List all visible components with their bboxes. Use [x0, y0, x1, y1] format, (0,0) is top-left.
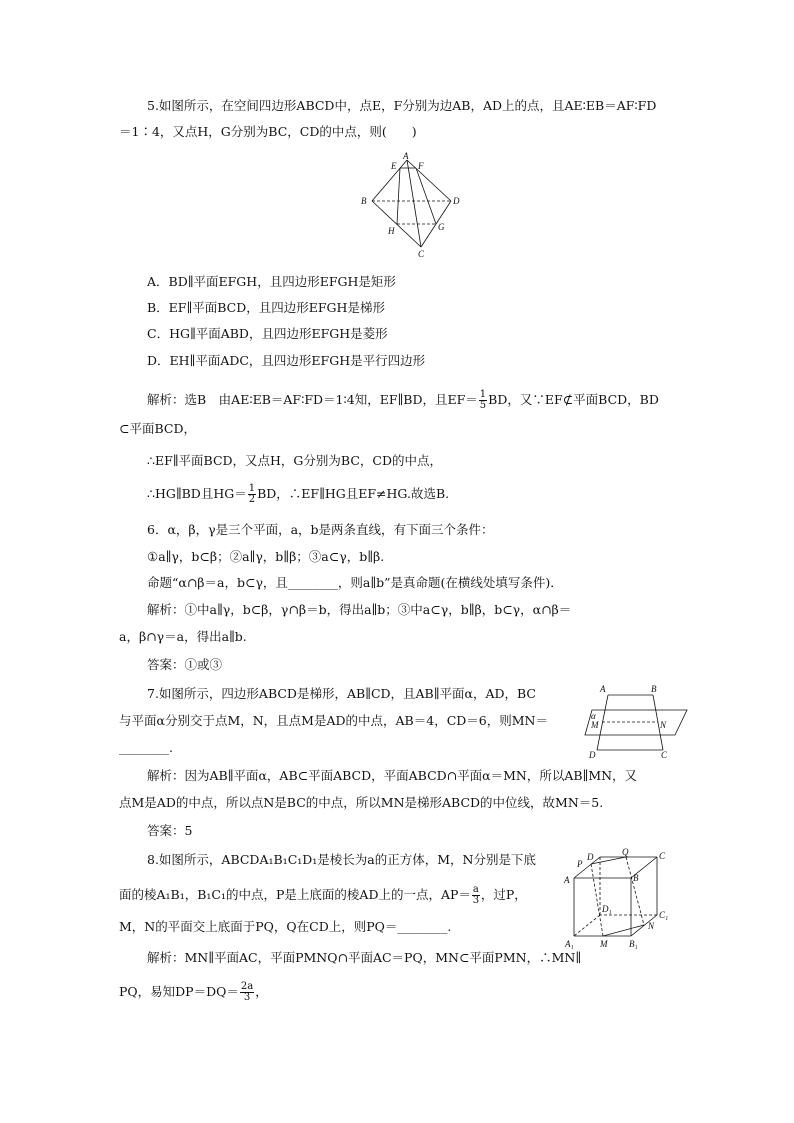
label-D1: D₁: [602, 904, 612, 914]
q6-stem-line-3: 命题“α∩β＝a，b⊂γ，且________，则a∥b”是真命题(在横线处填写条件)．: [147, 575, 563, 590]
q5-stem-line-2: ＝1∶4，又点H，G分别为BC，CD的中点，则( ): [119, 124, 417, 139]
q8-stem-line-3: M，N的平面交上底面于PQ，Q在CD上，则PQ＝________.: [119, 919, 452, 934]
label-H: H: [388, 226, 395, 236]
label-B: B: [361, 196, 367, 206]
q5-option-c: C．HG∥平面ABD，且四边形EFGH是菱形: [147, 326, 388, 341]
q8-stem-text-2b: ，过P，: [480, 887, 527, 902]
frac-num: 1: [248, 483, 256, 494]
q8-solution-text-2a: PQ，易知DP＝DQ＝: [119, 984, 239, 999]
label-B: B: [651, 684, 657, 694]
q5-stem-line-1: 5.如图所示，在空间四边形ABCD中，点E，F分别为边AB，AD上的点，且AE∶EB＝AF∶FD: [147, 98, 657, 113]
fraction-one-fifth: [479, 390, 487, 411]
q5-option-b: B．EF∥平面BCD，且四边形EFGH是梯形: [147, 300, 385, 315]
q6-solution-line-1: 解析：①中a∥γ，b⊂β，γ∩β＝b，得出a∥b；③中a⊂γ，b∥β，b⊂γ，α∩β＝: [147, 602, 572, 617]
q5-option-a: A．BD∥平面EFGH，且四边形EFGH是矩形: [147, 274, 396, 289]
frac-num: 2a: [240, 981, 254, 992]
frac-num: a: [472, 884, 479, 895]
label-N: N: [660, 720, 667, 730]
q7-solution-line-2: 点M是AD的中点，所以点N是BC的中点，所以MN是梯形ABCD的中位线，故MN＝5.: [119, 795, 604, 810]
edge-AD: [407, 160, 451, 201]
fraction-a-third: [472, 885, 480, 906]
q5-solution-text-3a: ∴HG∥BD且HG＝: [147, 486, 247, 501]
edge-D1A1-dashed: [574, 915, 600, 936]
label-A1: A₁: [565, 939, 574, 949]
q7-trapezoid-plane-figure: [583, 682, 688, 762]
q6-solution-line-2: a，β∩γ＝a，得出a∥b.: [119, 629, 247, 644]
q8-stem-line-1: 8.如图所示，ABCDA₁B₁C₁D₁是棱长为a的正方体，M，N分别是下底: [147, 852, 536, 867]
label-M: M: [600, 939, 608, 949]
edge-AD: [597, 695, 608, 750]
q7-stem-line-1: 7.如图所示，四边形ABCD是梯形，AB∥CD，且AB∥平面α，AD，BC: [147, 686, 536, 701]
q6-answer: 答案：①或③: [147, 657, 223, 672]
label-A: A: [564, 875, 570, 885]
label-A: A: [600, 684, 606, 694]
q5-solution-text-1b: BD，又∵EF⊄平面BCD，BD: [488, 392, 659, 407]
label-D: D: [453, 196, 460, 206]
q5-solution-line-1c: ⊂平面BCD，: [119, 421, 196, 436]
q7-stem-line-2: 与平面α分别交于点M，N，且点M是AD的中点，AB＝4，CD＝6，则MN＝: [119, 713, 548, 728]
label-M: M: [591, 720, 599, 730]
edge-EH: [397, 168, 400, 224]
label-N: N: [648, 921, 655, 931]
q7-answer: 答案：5: [147, 823, 193, 838]
label-F: F: [418, 161, 424, 171]
label-C: C: [659, 851, 666, 861]
q8-solution-line-2: [119, 982, 268, 1003]
q8-stem-line-2: [119, 885, 527, 906]
label-B1: B₁: [629, 939, 638, 949]
frac-den: 3: [243, 992, 251, 1003]
q5-solution-text-1a: 解析：选B 由AE∶EB＝AF∶FD＝1∶4知，EF∥BD，且EF＝: [147, 392, 478, 407]
q7-stem-line-3: ________.: [119, 740, 173, 755]
label-B: B: [633, 873, 639, 883]
q5-option-d: D．EH∥平面ADC，且四边形EFGH是平行四边形: [147, 353, 426, 368]
plane-alpha: [585, 710, 687, 735]
q5-solution-line-1: [147, 390, 659, 411]
label-Q: Q: [622, 848, 629, 857]
frac-den: 3: [472, 895, 480, 906]
label-alpha: α: [591, 711, 596, 721]
edge-FG: [416, 168, 436, 224]
edge-AC: [407, 160, 421, 247]
label-D: D: [589, 750, 596, 760]
label-C: C: [418, 249, 425, 259]
frac-den: 5: [479, 400, 487, 411]
fraction-2a-third: [240, 982, 254, 1003]
label-P: P: [577, 859, 583, 869]
q5-tetrahedron-figure: [355, 152, 470, 267]
q8-stem-text-2: 面的棱A₁B₁，B₁C₁的中点，P是上底面的棱AD上的一点，AP＝: [119, 887, 471, 902]
frac-den: 2: [248, 494, 256, 505]
label-E: E: [391, 161, 397, 171]
edge-AB: [372, 160, 407, 201]
label-G: G: [438, 222, 445, 232]
label-D: D: [587, 852, 594, 862]
q8-solution-line-1: 解析：MN∥平面AC，平面PMNQ∩平面AC＝PQ，MN⊂平面PMN，∴MN∥: [147, 950, 582, 965]
label-A: A: [403, 152, 409, 161]
q5-solution-text-3b: BD，∴EF∥HG且EF≠HG.故选B.: [257, 486, 450, 501]
edge-PM-dashed: [591, 864, 603, 936]
frac-num: 1: [479, 389, 487, 400]
fraction-one-half: [248, 484, 256, 505]
label-C: C: [661, 750, 668, 760]
q7-solution-line-1: 解析：因为AB∥平面α，AB⊂平面ABCD，平面ABCD∩平面α＝MN，所以AB∥MN，又: [147, 768, 638, 783]
q6-stem-line-2: ①a∥γ，b⊂β；②a∥γ，b∥β；③a⊂γ，b∥β.: [147, 549, 385, 564]
label-C1: C₁: [659, 910, 669, 920]
q6-stem-line-1: 6．α，β，γ是三个平面，a，b是两条直线，有下面三个条件：: [147, 522, 494, 537]
q8-solution-text-2b: ，: [255, 984, 268, 999]
q8-cube-figure: [560, 848, 680, 953]
q5-solution-line-2: ∴EF∥平面BCD，又点H，G分别为BC，CD的中点，: [147, 453, 442, 468]
q5-solution-line-3: [147, 484, 449, 505]
